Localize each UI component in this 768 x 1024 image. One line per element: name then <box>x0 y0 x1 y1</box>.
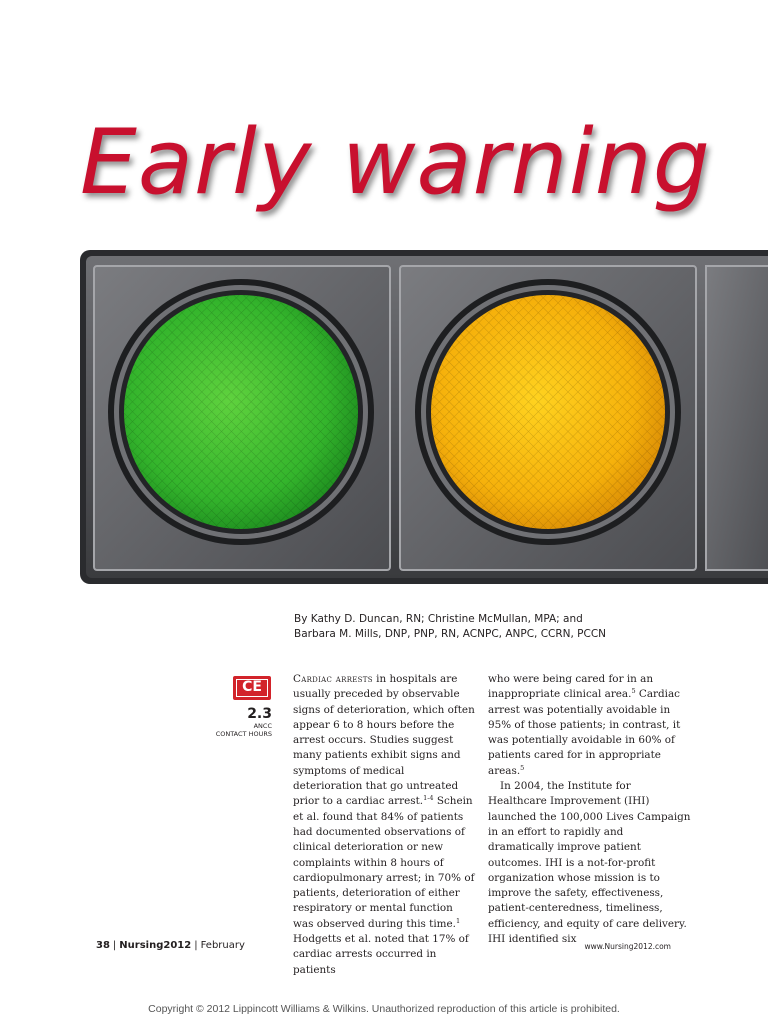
article-column-2 <box>488 672 692 947</box>
reference: 1 <box>455 916 461 925</box>
ce-badge <box>233 676 271 700</box>
reference: 5 <box>631 687 636 696</box>
page-footer: 38 | Nursing2012 | February <box>96 940 245 951</box>
byline-line-1: By Kathy D. Duncan, RN; Christine McMullan, MPA; and <box>294 613 583 625</box>
traffic-light-illustration <box>78 248 768 588</box>
ce-badge-label: CE <box>236 679 268 697</box>
article-column-1 <box>293 672 476 978</box>
green-light <box>108 279 374 545</box>
page-number: 38 <box>96 940 110 951</box>
ce-contact-hours <box>196 706 272 738</box>
journal-name: Nursing2012 <box>119 940 192 951</box>
amber-light <box>415 279 681 545</box>
issue-month: February <box>200 940 245 951</box>
reference: 1-4 <box>423 794 434 803</box>
article-paragraph: Cardiac arrests in hospitals are usually preceded by observable signs of deterioration, which often appear 6 to 8 hours before the arrest occurs. Studies suggest many patients exhibit signs and symptoms of medical deterioration that go untreated prior to a cardiac arrest.$^{1-4}$ Schein et al. found that 84% of patients had documented observations of clinical deterioration or new complaints within 8 hours of cardiopulmonary arrest; in 70% of patients, deterioration of either respiratory or mental function was observed during this time.$^1$ Hodgetts et al. noted that 17% of cardiac arrests occurred in patients <box>293 673 475 976</box>
lead-in: Cardiac arrests <box>293 673 373 685</box>
article-paragraph: who were being cared for in an inappropriate clinical area.$^5$ Cardiac arrest was potentially avoidable in 95% of those patients; in contrast, it was potentially avoidable in 60% of patients cared for in appropriate areas.$^5$ <box>488 673 681 777</box>
byline <box>294 612 734 642</box>
ce-org: ANCC <box>253 722 272 730</box>
article-title: Early warning <box>80 110 711 215</box>
ce-hours-value: 2.3 <box>247 706 272 722</box>
ce-hours-label: CONTACT HOURS <box>215 730 272 738</box>
journal-url: www.Nursing2012.com <box>584 942 671 951</box>
copyright-notice: Copyright © 2012 Lippincott Williams & Wilkins. Unauthorized reproduction of this article is prohibited. <box>148 1003 620 1015</box>
reference: 5 <box>520 763 525 772</box>
article-paragraph: In 2004, the Institute for Healthcare Improvement (IHI) launched the 100,000 Lives Campaign in an effort to rapidly and dramatically improve patient outcomes. IHI is a not-for-profit organization whose mission is to improve the safety, effectiveness, patient-centeredness, timeliness, efficiency, and equity of care delivery. IHI identified six <box>488 780 691 946</box>
byline-line-2: Barbara M. Mills, DNP, PNP, RN, ACNPC, ANPC, CCRN, PCCN <box>294 628 607 640</box>
